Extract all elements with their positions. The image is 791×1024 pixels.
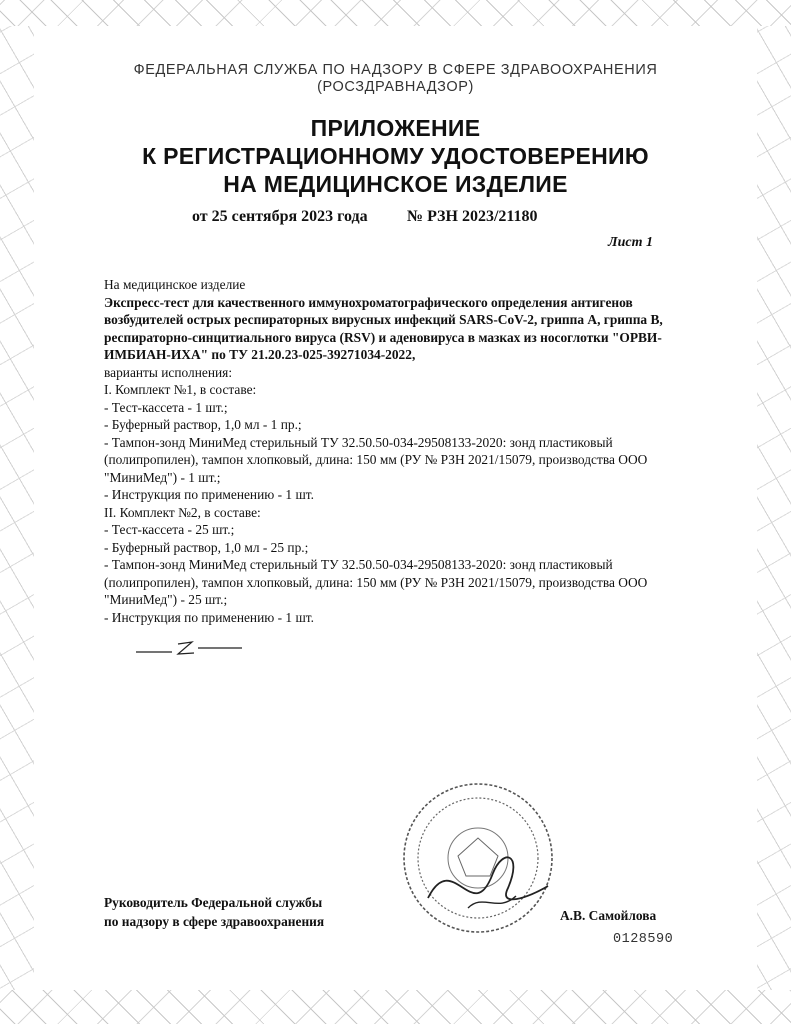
kit-line: - Буферный раствор, 1,0 мл - 1 пр.; [104,417,302,432]
agency-abbreviation: (РОСЗДРАВНАДЗОР) [317,79,474,95]
registration-date: от 25 сентября 2023 года [192,208,368,225]
signer-name: А.В. Самойлова [560,908,657,923]
sheet-number: Лист 1 [608,235,653,250]
kit-line: - Инструкция по применению - 1 шт. [104,609,314,625]
kit-line: - Тест-кассета - 25 шт.; [104,522,235,537]
agency-header [0,62,791,96]
form-serial-number: 0128590 [613,932,674,947]
kit-line: - Буферный раствор, 1,0 мл - 25 пр.; [104,539,309,555]
ornamental-border-top [0,0,791,26]
kit-line: - Тампон-зонд МиниМед стерильный ТУ 32.50.50-034-29508133-2020: зонд пластиковый (полипропилен), тампон хлопковый, длина: 150 мм (РУ № РЗН 2021/15079, производства ООО "МиниМед") - 1 шт.; [104,434,648,485]
kit-line: II. Комплект №2, в составе: [104,504,261,520]
device-name: Экспресс-тест для качественного иммунохроматографического определения антигенов возбудителей острых респираторных вирусных инфекций SARS-CoV-2, гриппа A, гриппа B, респираторно-синцитиального вируса (RSV) и аденовируса в мазках из носоглотки "ОРВИ-ИМБИАН-ИХА" по ТУ 21.20.23-025-39271034-2022, [104,294,663,362]
official-seal-stamp [398,778,558,938]
agency-name: ФЕДЕРАЛЬНАЯ СЛУЖБА ПО НАДЗОРУ В СФЕРЕ ЗДРАВООХРАНЕНИЯ [133,62,658,78]
kit-line: I. Комплект №1, в составе: [104,382,257,397]
registration-number: № РЗН 2023/21180 [407,208,538,225]
end-of-text-mark [134,636,244,660]
signer-role-line-2: по надзору в сфере здравоохранения [104,914,325,929]
kit-line: - Инструкция по применению - 1 шт. [104,487,314,502]
document-title [0,114,791,198]
kit-line: - Тампон-зонд МиниМед стерильный ТУ 32.50.50-034-29508133-2020: зонд пластиковый (полипропилен), тампон хлопковый, длина: 150 мм (РУ № РЗН 2021/15079, производства ООО "МиниМед") - 25 шт.; [104,557,648,607]
document-body [104,276,674,626]
title-line-2: К РЕГИСТРАЦИОННОМУ УДОСТОВЕРЕНИЮ [142,143,649,169]
signer-role [104,893,324,931]
ornamental-border-bottom [0,990,791,1024]
title-line-1: ПРИЛОЖЕНИЕ [310,115,481,141]
intro-text: На медицинское изделие [104,277,246,292]
title-line-3: НА МЕДИЦИНСКОЕ ИЗДЕЛИЕ [223,171,568,197]
variants-label: варианты исполнения: [104,364,233,380]
signer-role-line-1: Руководитель Федеральной службы [104,895,323,910]
kit-line: - Тест-кассета - 1 шт.; [104,399,228,415]
